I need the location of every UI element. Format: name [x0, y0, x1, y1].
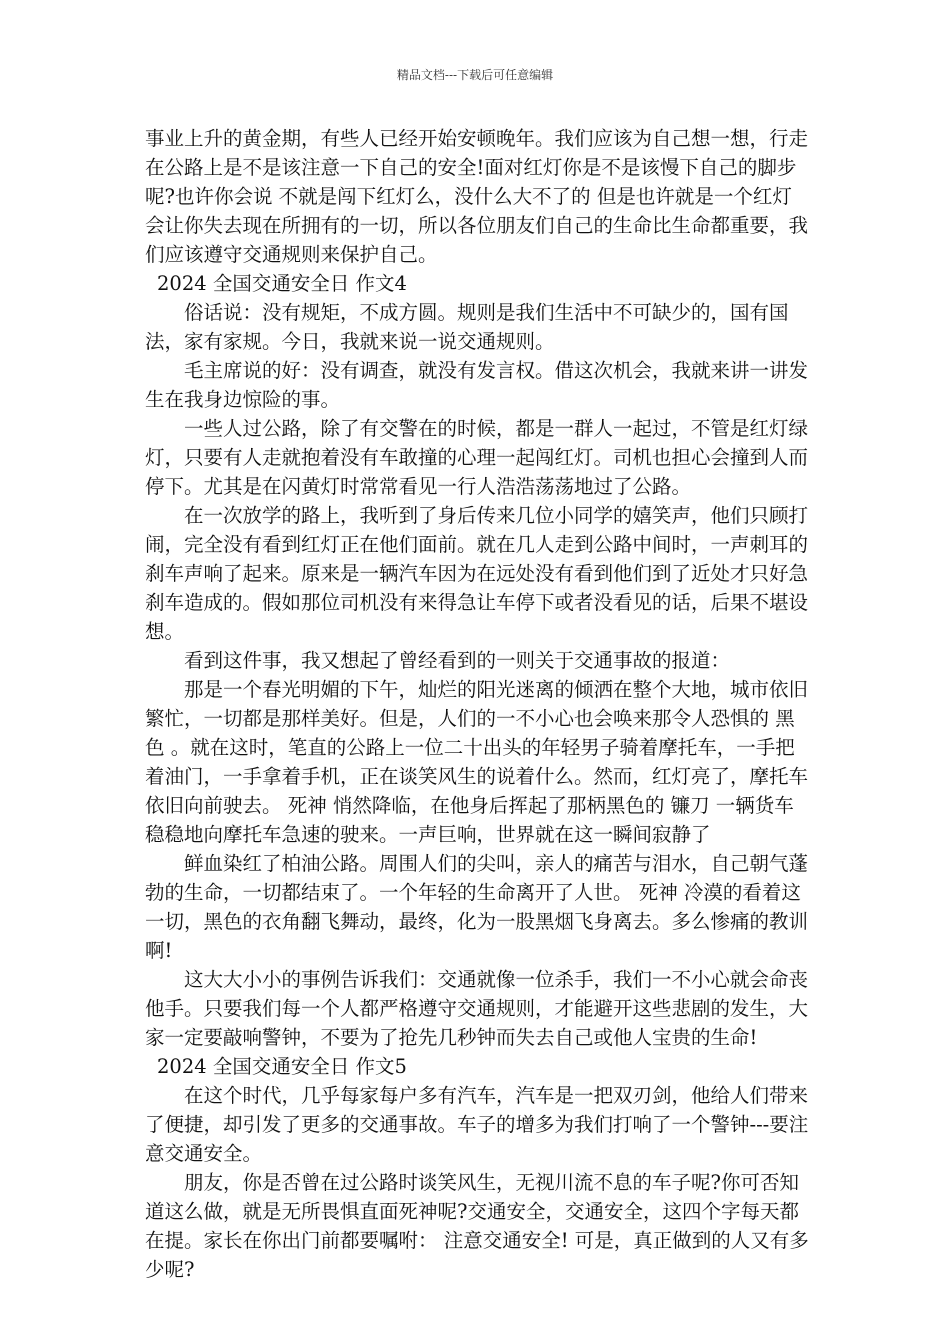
section-heading: 2024 全国交通安全日 作文4 [157, 272, 407, 295]
paragraph: 毛主席说的好：没有调查，就没有发言权。借这次机会，我就来讲一讲发生在我身边惊险的事。 [145, 359, 809, 411]
paragraph: 看到这件事，我又想起了曾经看到的一则关于交通事故的报道： [184, 649, 731, 672]
paragraph: 鲜血染红了柏油公路。周围人们的尖叫，亲人的痛苦与泪水，自己朝气蓬勃的生命，一切都结束了。一个年轻的生命离开了人世。 死神 冷漠的看着这一切，黑色的衣角翻飞舞动，最终，化为一股黑烟飞身离去。多么惨痛的教训啊! [145, 852, 809, 962]
paragraph: 在一次放学的路上，我听到了身后传来几位小同学的嬉笑声，他们只顾打闹，完全没有看到红灯正在他们面前。就在几人走到公路中间时，一声刺耳的刹车声响了起来。原来是一辆汽车因为在远处没有看到他们到了近处才只好急刹车造成的。假如那位司机没有来得急让车停下或者没看见的话，后果不堪设想。 [145, 504, 809, 643]
paragraph: 朋友，你是否曾在过公路时谈笑风生，无视川流不息的车子呢?你可否知道这么做，就是无所畏惧直面死神呢?交通安全，交通安全，这四个字每天都在提。家长在你出门前都要嘱咐： 注意交通安全! 可是，真正做到的人又有多少呢? [145, 1171, 809, 1281]
paragraph: 这大大小小的事例告诉我们：交通就像一位杀手，我们一不小心就会命丧他手。只要我们每一个人都严格遵守交通规则，才能避开这些悲剧的发生，大家一定要敲响警钟，不要为了抢先几秒钟而失去自己或他人宝贵的生命! [145, 968, 809, 1049]
document-body [145, 124, 810, 1284]
section-heading: 2024 全国交通安全日 作文5 [157, 1055, 407, 1078]
paragraph: 事业上升的黄金期，有些人已经开始安顿晚年。我们应该为自己想一想，行走在公路上是不是该注意一下自己的安全!面对红灯你是不是该慢下自己的脚步呢?也许你会说 不就是闯下红灯么，没什么大不了的 但是也许就是一个红灯会让你失去现在所拥有的一切，所以各位朋友们自己的生命比生命都重要，我们应该遵守交通规则来保护自己。 [145, 127, 809, 266]
paragraph: 俗话说：没有规矩，不成方圆。规则是我们生活中不可缺少的，国有国法，家有家规。今日，我就来说一说交通规则。 [145, 301, 789, 353]
page-header: 精品文档---下载后可任意编辑 [396, 68, 554, 82]
paragraph: 一些人过公路，除了有交警在的时候，都是一群人一起过，不管是红灯绿灯，只要有人走就抱着没有车敢撞的心理一起闯红灯。司机也担心会撞到人而停下。尤其是在闪黄灯时常常看见一行人浩浩荡荡地过了公路。 [145, 417, 809, 498]
paragraph: 那是一个春光明媚的下午，灿烂的阳光迷离的倾洒在整个大地，城市依旧繁忙，一切都是那样美好。但是，人们的一不小心也会唤来那令人恐惧的 黑色 。就在这时，笔直的公路上一位二十出头的年轻男子骑着摩托车，一手把着油门，一手拿着手机，正在谈笑风生的说着什么。然而，红灯亮了，摩托车依旧向前驶去。 死神 悄然降临，在他身后挥起了那柄黑色的 镰刀 一辆货车稳稳地向摩托车急速的驶来。一声巨响，世界就在这一瞬间寂静了 [145, 678, 809, 846]
paragraph: 在这个时代，几乎每家每户多有汽车，汽车是一把双刃剑，他给人们带来了便捷，却引发了更多的交通事故。车子的增多为我们打响了一个警钟---要注意交通安全。 [145, 1084, 809, 1165]
